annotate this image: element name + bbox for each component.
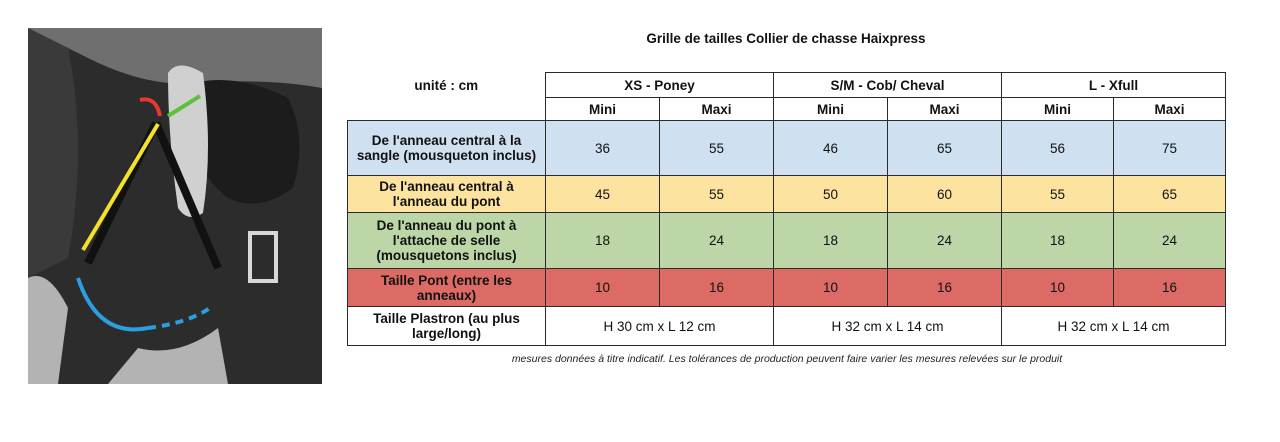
sub-header-min: Mini [546,98,660,121]
value-cell: 16 [888,269,1002,307]
value-cell: 60 [888,176,1002,213]
row-label: De l'anneau central à la sangle (mousqueton inclus) [348,121,546,176]
value-cell: 55 [660,176,774,213]
table-row [348,121,1226,176]
value-cell: 75 [1114,121,1226,176]
value-cell: 10 [1002,269,1114,307]
sub-header-max: Maxi [660,98,774,121]
value-cell: 16 [660,269,774,307]
unit-label: unité : cm [414,77,479,93]
horse-neck [28,28,78,278]
value-cell: 24 [888,213,1002,269]
horse-illustration [28,28,322,384]
value-cell: 18 [546,213,660,269]
sub-header-row [348,98,1226,121]
size-chart-table [347,72,1226,346]
blank-cell [348,98,546,121]
value-cell: 16 [1114,269,1226,307]
group-header-row [348,73,1226,98]
value-cell: 24 [1114,213,1226,269]
row-label: Taille Plastron (au plus large/long) [348,307,546,346]
value-cell: 50 [774,176,888,213]
value-cell: 55 [1002,176,1114,213]
value-cell: 10 [774,269,888,307]
value-cell: 56 [1002,121,1114,176]
row-label: De l'anneau central à l'anneau du pont [348,176,546,213]
value-cell: 36 [546,121,660,176]
horse-harness-photo [28,28,322,384]
sub-header-min: Mini [774,98,888,121]
value-cell: 55 [660,121,774,176]
page-title: Grille de tailles Collier de chasse Haixpress [646,31,926,46]
value-cell: H 32 cm x L 14 cm [1002,307,1226,346]
table-row [348,269,1226,307]
value-cell: 65 [888,121,1002,176]
table-row [348,307,1226,346]
group-header-l: L - Xfull [1002,73,1226,98]
value-cell: 18 [1002,213,1114,269]
group-header-xs: XS - Poney [546,73,774,98]
value-cell: 46 [774,121,888,176]
value-cell: H 32 cm x L 14 cm [774,307,1002,346]
table-row [348,213,1226,269]
value-cell: H 30 cm x L 12 cm [546,307,774,346]
row-label: De l'anneau du pont à l'attache de selle (mousquetons inclus) [348,213,546,269]
value-cell: 18 [774,213,888,269]
sub-header-min: Mini [1002,98,1114,121]
sub-header-max: Maxi [888,98,1002,121]
group-header-sm: S/M - Cob/ Cheval [774,73,1002,98]
value-cell: 24 [660,213,774,269]
footnote: mesures données à titre indicatif. Les tolérances de production peuvent faire varier les mesures relevées sur le produit [511,353,1063,365]
sub-header-max: Maxi [1114,98,1226,121]
value-cell: 45 [546,176,660,213]
value-cell: 65 [1114,176,1226,213]
table-row [348,176,1226,213]
value-cell: 10 [546,269,660,307]
row-label: Taille Pont (entre les anneaux) [348,269,546,307]
